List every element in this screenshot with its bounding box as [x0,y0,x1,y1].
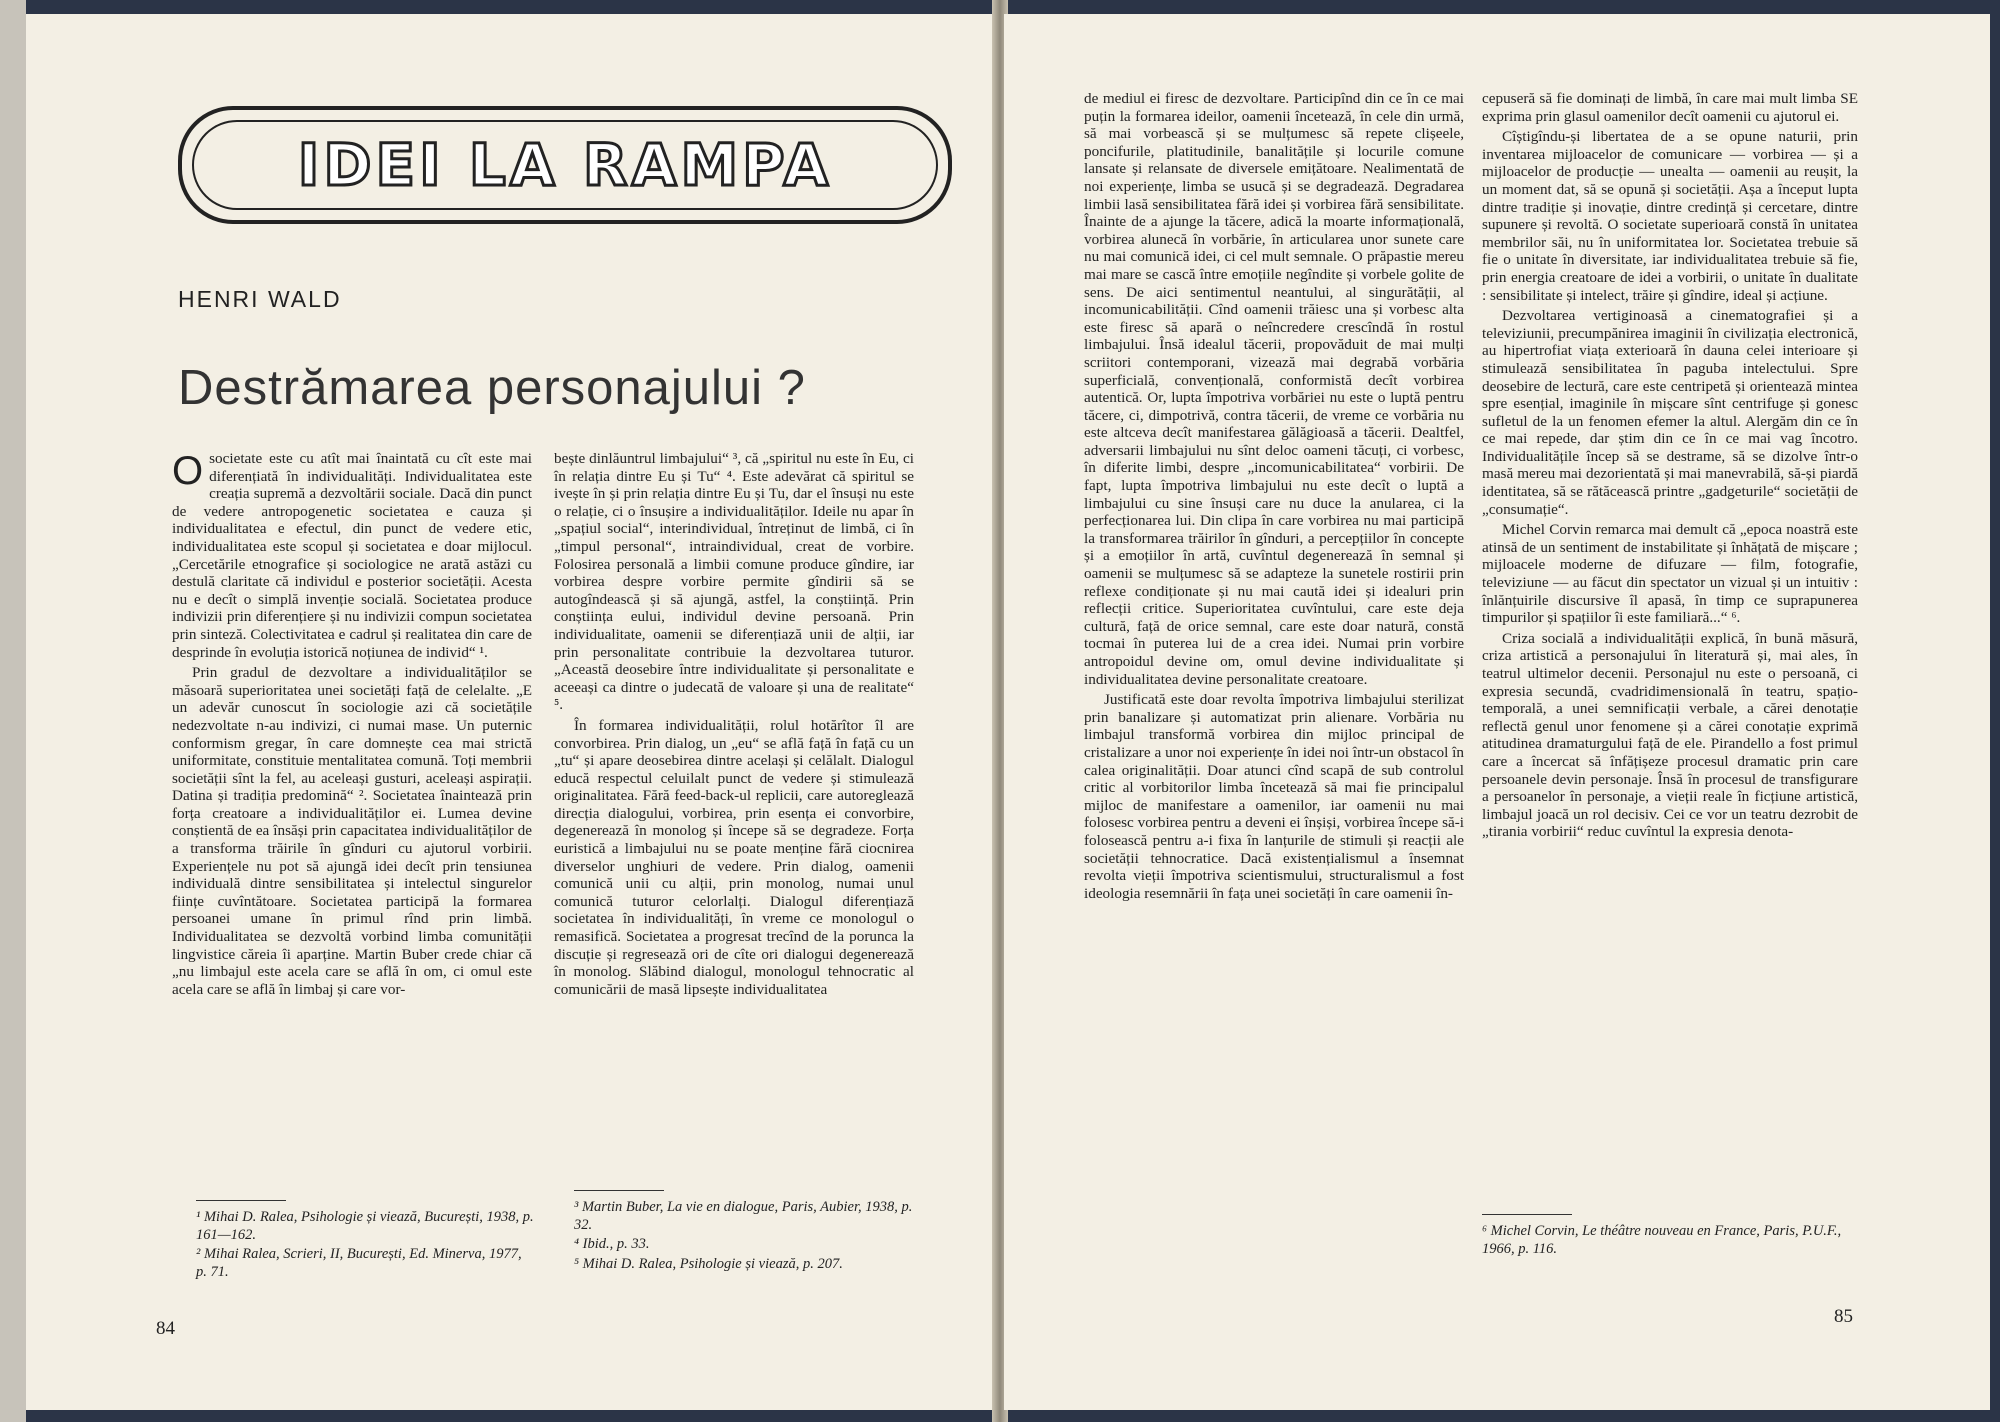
footnote: ⁴ Ibid., p. 33. [574,1236,650,1252]
right-page [1004,14,1990,1410]
left-page [26,14,996,1410]
paragraph: Justificată este doar revolta împotriva limbajului sterilizat prin banalizare și automatizat prin alienare. Vorbăria nu limbajul transformă vorbirea din mijloc principal de cristalizare a unor noi experiențe în idei noi într-un obstacol în calea originalității. Doar atunci cînd scapă de sub controlul critic al vorbitorilor limba încetează să mai fie principalul mijloc de manifestare a oamenilor, iar oamenii nu mai folosesc vorbirea pentru a deveni ei înșiși, vorbirea începe să-i folosească pentru a-i fixa în lanțurile de stimuli și reacții ale societății tehnocratice. Dacă existențialismul a însemnat revolta vieții împotriva scientismului, structuralismul a fost ideologia resemnării în fața unei societăți în care oamenii în- [1084,691,1464,902]
paragraph: Cîștigîndu-și libertatea de a se opune naturii, prin inventarea mijloacelor de comunicare — vorbirea — și a mijloacelor de producție — unealta — oamenii au reușit, la un moment dat, să se opună și societății. Așa a început lupta dintre tradiție și inovație, dintre credință și cercetare, dintre supunere și revoltă. O societate superioară constă în unitatea membrilor săi, nu în uniformitatea lor. Societatea trebuie să fie o unitate în diversitate, iar individualitatea trebuie să fie, prin energia creatoare de idei a vorbirii, o unitate în dualitate : sensibilitate și intelect, trăire și gîndire, ideal și acțiune. [1482,128,1858,304]
author-name: HENRI WALD [178,286,342,312]
paragraph: Criza socială a individualității explică, în bună măsură, criza artistică a personajului în literatură și, mai ales, în teatrul ultimelor decenii. Personajul nu este o persoană, ci expresia secundă, cvadridimensională în teatru, spațio-temporală, a unei semnificații verbale, a cărei denotație reflectă genul unor fenomene și a cărei conotație exprimă atitudinea dramaturgului față de ele. Pirandello a fost primul care a încercat să înfățișeze procesul dramatic prin care persoanele devin personaje. Însă în procesul de transfigurare a persoanelor în personaje, a vieții reale în ficțiune artistică, limbajul joacă un rol decisiv. Cei ce vor un teatru dezrobit de „tirania vorbirii“ reduc cuvîntul la expresia denota- [1482,629,1858,841]
footnotes-col1 [196,1200,536,1283]
footnote: ⁵ Mihai D. Ralea, Psihologie și viează, p. 207. [574,1255,843,1272]
footnote: ¹ Mihai D. Ralea, Psihologie și viează, București, 1938, p. 161—162. [196,1209,534,1243]
section-header-logo: IDEI LA RAMPA [297,131,833,199]
footnotes-col2 [574,1190,914,1275]
left-column-1 [172,450,532,1001]
left-column-2 [554,450,914,1001]
paragraph: Prin gradul de dezvoltare a individualităților se măsoară superioritatea unei societăți față de celelalte. „E un adevăr cunoscut în sociologie azi că societățile nedezvoltate n-au indivizi, ci numai mase. Un puternic conformism gregar, în care domnește cea mai strictă uniformitate, constituie mentalitatea comună. Toți membrii societății sînt la fel, au aceleași gusturi, aceleași aspirații. Datina și tradiția predomină“ ². Societatea înaintează prin forța creatoare a individualităților ei. Lumea devine conștientă de ea însăși prin capacitatea individualităților de a transforma trăirile în gînduri cu ajutorul vorbirii. Experiențele nu pot să ajungă idei decît prin tensiunea individuală dintre sensibilitatea și intelectul singurelor ființe cuvîntătoare. Societatea participă la formarea persoanei umane în primul rînd prin limbă. Individualitatea se dezvoltă vorbind limba comunității lingvistice căreia îi aparține. Martin Buber crede chiar că „nu limbajul este acela care se află în om, ci omul este acela care se află în limbaj și care vor- [172,664,532,998]
right-column-1 [1084,90,1464,905]
article-title: Destrămarea personajului ? [178,361,806,415]
section-header-banner [178,106,952,224]
page-number: 84 [156,1318,175,1339]
footnote: ² Mihai Ralea, Scrieri, II, București, Ed. Minerva, 1977, p. 71. [196,1246,522,1280]
paragraph: cepuseră să fie dominați de limbă, în care mai mult limba SE exprima prin glasul oamenilor decît oamenii cu ajutorul ei. [1482,90,1858,125]
footnote: ³ Martin Buber, La vie en dialogue, Paris, Aubier, 1938, p. 32. [574,1199,913,1233]
footnotes-right [1482,1214,1858,1260]
right-column-2 [1482,90,1858,844]
paragraph: bește dinlăuntrul limbajului“ ³, că „spiritul nu este în Eu, ci în relația dintre Eu și Tu“ ⁴. Este adevărat că spiritul se ivește în și prin relația dintre Eu și Tu, dar el însuși nu este o relație, ci o însușire a individualităților. Ideile nu apar în „spațiul social“, interindividual, întreținut de limbă, ci în „timpul personal“, intraindividual, creat de vorbire. Folosirea personală a limbii comune produce gîndire, iar vorbirea despre vorbire permite gîndirii să se autogîndească și să ajungă, astfel, la conștiință. Prin conștiința eului, individul devine persoană. Prin individualitate, oamenii se diferențiază unii de alții, iar prin personalitate contribuie la dezvoltarea tuturor. „Această deosebire între individualitate și personalitate e aceeași ca dintre o judecată de valoare și una de realitate“ ⁵. [554,450,914,714]
footnote: ⁶ Michel Corvin, Le théâtre nouveau en France, Paris, P.U.F., 1966, p. 116. [1482,1223,1842,1257]
paragraph: Osocietate este cu atît mai înaintată cu cît este mai diferențiată în individualități. Individualitatea este creația supremă a dezvoltării sociale. Dacă din punct de vedere antropogenetic societatea e cauza și individualitatea e efectul, din punct de vedere etic, individualitatea este scopul și societatea e doar mijlocul. „Cercetările etnografice și sociologice ne arată astăzi cu destulă claritate că individul e posterior societății. Acesta nu e decît o simplă invenție socială. Societatea produce indivizii prin diferențiere și nu indivizii compun societatea prin sinteză. Colectivitatea e cadrul și realitatea din care de desprinde în evoluția istorică noțiunea de individ“ ¹. [172,449,532,661]
paragraph: Michel Corvin remarca mai demult că „epoca noastră este atinsă de un sentiment de instabilitate și înhățată de mișcare ; mijloacele moderne de difuzare — film, fotografie, televiziune — au făcut din spectator un vizual și un intuitiv : înlănțuirile discursive îl apasă, în timp ce suprapunerea timpurilor și spațiilor îi este familiară...“ ⁶. [1482,521,1858,627]
paragraph: În formarea individualității, rolul hotărîtor îl are convorbirea. Prin dialog, un „eu“ se află față în față cu un „tu“ și apare deosebirea dintre același și celălalt. Dialogul educă respectul celuilalt punct de vedere și stimulează originalitatea. Fără feed-back-ul replicii, care autoreglează direcția dialogului, vorbirea, prin esența ei convorbire, degenerează în monolog și începe să se degradeze. Forța euristică a limbajului nu se poate menține fără ciocnirea diverselor unghiuri de vedere. Prin dialog, oamenii comunică unii cu alții, prin monolog, numai unul comunică tuturor celorlalți. Dialogul diferențiază societatea în individualități, în vreme ce monologul o remasifică. Societatea a progresat trecînd de la porunca la discuție și regresează ori de cîte ori dialogui degenerează în monolog. Slăbind dialogul, monologul tehnocratic al comunicării de masă lipsește individualitatea [554,716,914,998]
page-number: 85 [1834,1306,1853,1327]
paragraph: Dezvoltarea vertiginoasă a cinematografiei și a televiziunii, precumpănirea imaginii în civilizația electronică, au hipertrofiat viața exterioară în dauna celei interioare și stimulează sensibilitatea în paguba intelectului. Spre deosebire de lectură, care este centripetă și orientează mintea spre esențial, imaginile în mișcare sînt centrifuge și gonesc sufletul de la un fenomen efemer la altul. Alergăm din ce în ce mai repede, dar știm din ce în ce mai vag încotro. Individualitățile încep să se destrame, să se dizolve într-o masă mereu mai dezorientată și mai manevrabilă, să-și piardă identitatea, să se rătăcească printre „gadgeturile“ societății de „consumație“. [1482,307,1858,518]
drop-cap: O [172,449,204,493]
book-cover-edge [0,0,26,1422]
paragraph: de mediul ei firesc de dezvoltare. Participînd din ce în ce mai puțin la formarea ideilor, oamenii încetează, în cele din urmă, să mai vorbească și se mulțumesc să repete clișeele, poncifurile, platitudinile, banalitățile și locurile comune lansate și relansate de diversele emițătoare. Nealimentată de noi experiențe, limba se usucă și se degradează. Degradarea limbii lasă sensibilitatea fără idei și vorbirea fără sensibilitate. Înainte de a ajunge la tăcere, adică la moarte informațională, vorbirea alunecă în vorbărie, în articularea unor sunete care nu mai comunică idei, ci cel mult semnale. O prăpastie mereu mai mare se cască între emoțiile negîndite și vorbele golite de sens. De aici sentimentul neantului, al singurătății, al incomunicabilității. Cînd oamenii trăiesc una și vorbesc alta este firesc să apară o neîncredere crescîndă în rostul limbajului. Însă idealul tăcerii, propovăduit de mai mulți scriitori contemporani, vizează mai degrabă vorbăria superficială, convențională, conformistă decît vorbirea autentică. Or, lupta împotriva vorbăriei nu este o luptă pentru tăcere, ci, dimpotrivă, contra tăcerii, de vreme ce vorbăria nu este altceva decît manifestarea gălăgioasă a tăcerii. Dealtfel, adversarii limbajului nu sînt deloc oameni tăcuți, ci vorbesc, în diferite limbi, despre „incomunicabilitatea“ vorbirii. De fapt, lupta împotriva limbajului nu este decît o luptă a limbajului cu sine însuși care nu duce la anularea, ci la perfecționarea lui. Din clipa în care vorbirea nu mai participă la transformarea trăirilor în gînduri, a percepțiilor în concepte și a emoțiilor în artă, cuvîntul degenerează în semnal și oamenii se mulțumesc să se adapteze la sunetele rostirii prin reflexe condiționate și nu mai caută idei și idealuri prin reflecții critice. Superioritatea cuvîntului, care este deja cultură, față de orice semnal, care este doar natură, constă tocmai în puterea lui de a crea idei. Numai prin vorbire antropoidul devine om, omul devine individualitate și individualitatea devine personalitate creatoare. [1084,90,1464,688]
